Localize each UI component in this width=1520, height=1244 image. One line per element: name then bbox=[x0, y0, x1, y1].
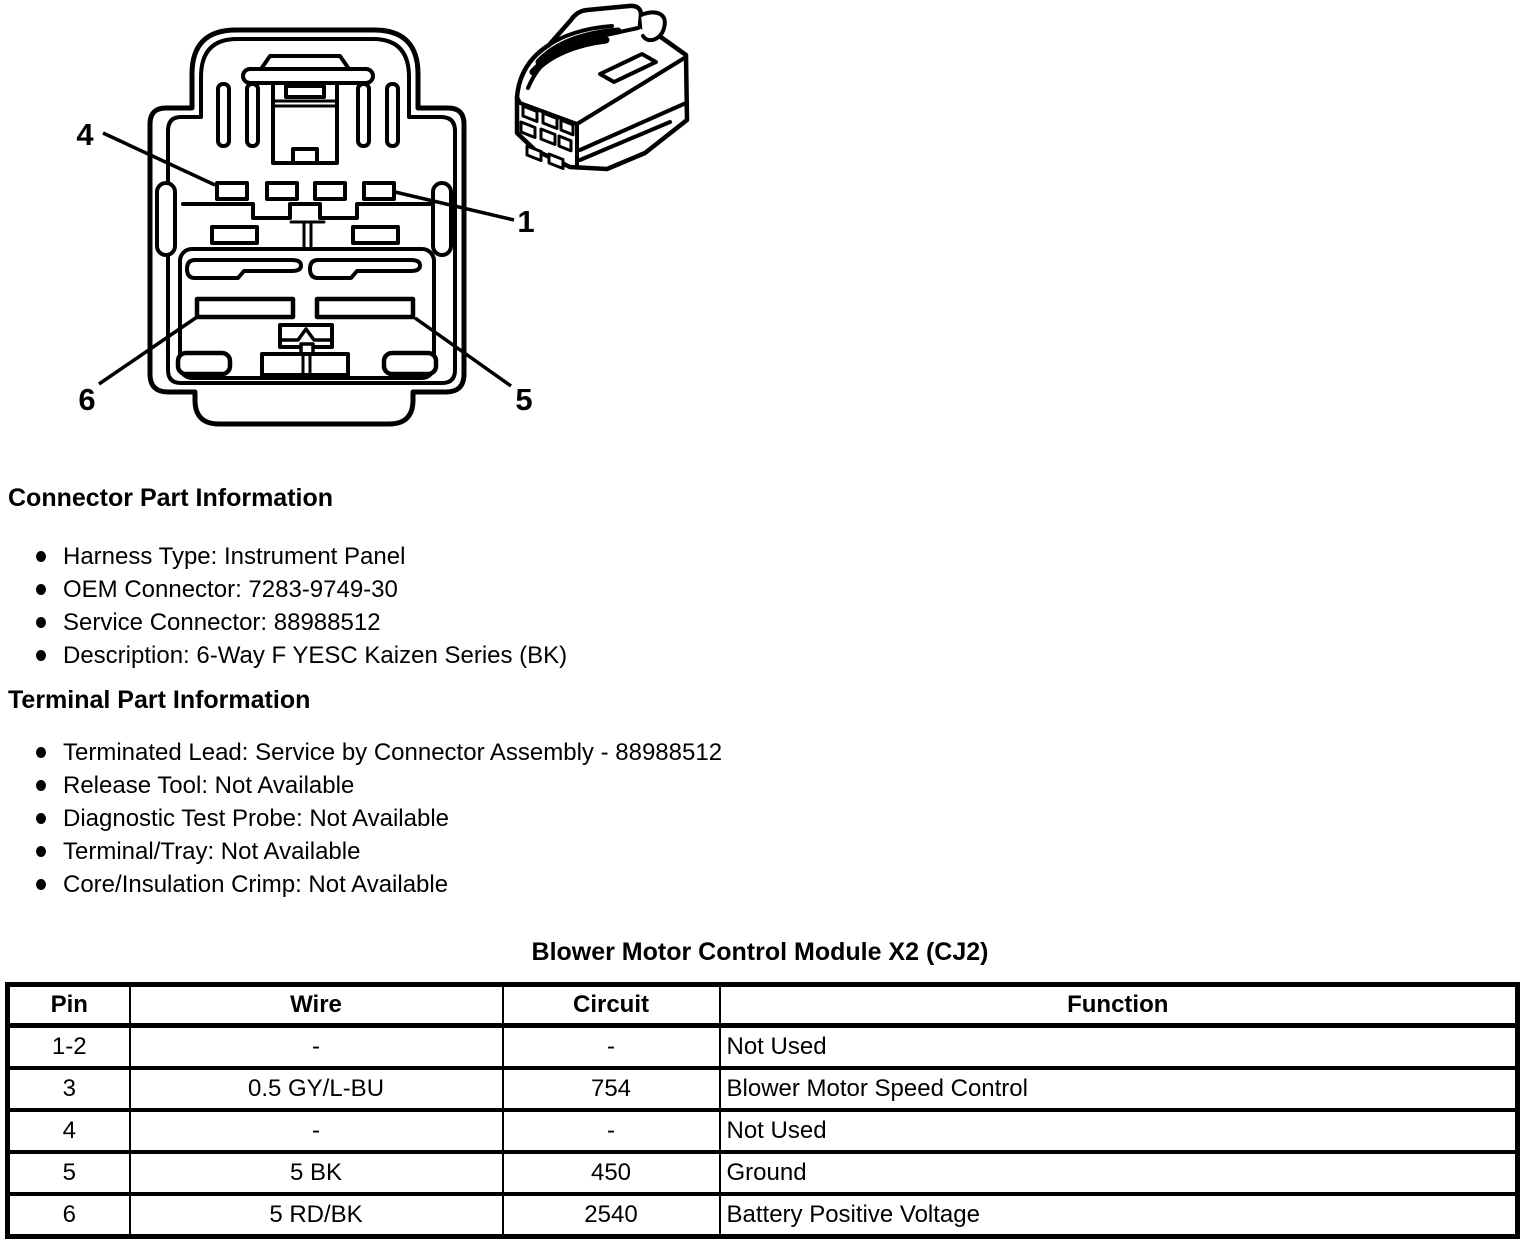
cell-circuit: 2540 bbox=[503, 1194, 720, 1237]
cell-wire: 0.5 GY/L-BU bbox=[130, 1068, 503, 1110]
list-item-text: Terminal/Tray: Not Available bbox=[63, 837, 361, 865]
cell-wire: - bbox=[130, 1110, 503, 1152]
callout-label-5: 5 bbox=[515, 382, 533, 417]
bullet-icon bbox=[36, 780, 46, 791]
callout-label-6: 6 bbox=[78, 382, 96, 417]
cell-wire: 5 BK bbox=[130, 1152, 503, 1194]
list-item-text: Diagnostic Test Probe: Not Available bbox=[63, 804, 450, 832]
cavity-tab bbox=[212, 227, 257, 243]
terminal-1-cavity bbox=[364, 183, 394, 199]
cell-wire: 5 RD/BK bbox=[130, 1194, 503, 1237]
list-item-text: Description: 6-Way F YESC Kaizen Series (BK) bbox=[63, 641, 568, 669]
cell-circuit: - bbox=[503, 1026, 720, 1069]
side-slot bbox=[433, 183, 451, 255]
column-header-pin: Pin bbox=[8, 985, 130, 1026]
list-item-text: Terminated Lead: Service by Connector Assembly - 88988512 bbox=[63, 738, 723, 766]
list-item-text: Service Connector: 88988512 bbox=[63, 608, 381, 636]
bullet-icon bbox=[36, 650, 46, 661]
table-row bbox=[8, 1026, 1518, 1069]
connector-face-view bbox=[150, 30, 464, 424]
column-header-wire: Wire bbox=[130, 985, 503, 1026]
list-item-text: Harness Type: Instrument Panel bbox=[63, 542, 406, 570]
list-item-text: Release Tool: Not Available bbox=[63, 771, 355, 799]
bullet-icon bbox=[36, 879, 46, 890]
terminal-5-cavity bbox=[317, 299, 413, 317]
cell-pin: 6 bbox=[8, 1194, 130, 1237]
terminal-part-information-list bbox=[36, 736, 722, 901]
list-item bbox=[36, 606, 567, 639]
terminal-6-cavity bbox=[197, 299, 293, 317]
pinout-table-title: Blower Motor Control Module X2 (CJ2) bbox=[531, 938, 989, 966]
bullet-icon bbox=[36, 617, 46, 628]
list-item-text: Core/Insulation Crimp: Not Available bbox=[63, 870, 449, 898]
bullet-icon bbox=[36, 747, 46, 758]
cell-circuit: 450 bbox=[503, 1152, 720, 1194]
table-row bbox=[8, 1152, 1518, 1194]
side-slot bbox=[157, 183, 175, 255]
table-row bbox=[8, 1194, 1518, 1237]
callout-label-1: 1 bbox=[517, 204, 535, 239]
corner-slot bbox=[178, 353, 230, 374]
table-header-row bbox=[8, 985, 1518, 1026]
list-item bbox=[36, 835, 722, 868]
list-item bbox=[36, 868, 722, 901]
column-header-function: Function bbox=[720, 985, 1518, 1026]
cell-function: Not Used bbox=[720, 1110, 1518, 1152]
cell-pin: 3 bbox=[8, 1068, 130, 1110]
list-item bbox=[36, 802, 722, 835]
list-item bbox=[36, 639, 567, 672]
column-header-circuit: Circuit bbox=[503, 985, 720, 1026]
bullet-icon bbox=[36, 584, 46, 595]
connector-part-information-heading: Connector Part Information bbox=[8, 484, 334, 512]
cell-circuit: 754 bbox=[503, 1068, 720, 1110]
connector-diagram bbox=[0, 0, 760, 460]
cavity-tab bbox=[353, 227, 398, 243]
list-item bbox=[36, 540, 567, 573]
list-item bbox=[36, 573, 567, 606]
callout-label-4: 4 bbox=[76, 117, 94, 152]
cell-function: Not Used bbox=[720, 1026, 1518, 1069]
cell-pin: 1-2 bbox=[8, 1026, 130, 1069]
key-base-block bbox=[262, 354, 348, 375]
terminal-4-cavity bbox=[217, 183, 247, 199]
terminal-part-information-heading: Terminal Part Information bbox=[8, 686, 311, 714]
list-item bbox=[36, 736, 722, 769]
connector-3d-view bbox=[517, 6, 687, 169]
list-item-text: OEM Connector: 7283-9749-30 bbox=[63, 575, 398, 603]
latch-bar bbox=[243, 69, 373, 83]
terminal-3-cavity bbox=[267, 183, 297, 199]
list-item bbox=[36, 769, 722, 802]
iso-hook-clip bbox=[641, 13, 665, 41]
cell-function: Blower Motor Speed Control bbox=[720, 1068, 1518, 1110]
cell-pin: 4 bbox=[8, 1110, 130, 1152]
pinout-table bbox=[5, 982, 1520, 1239]
cell-wire: - bbox=[130, 1026, 503, 1069]
table-row bbox=[8, 1068, 1518, 1110]
bullet-icon bbox=[36, 846, 46, 857]
table-row bbox=[8, 1110, 1518, 1152]
cell-function: Battery Positive Voltage bbox=[720, 1194, 1518, 1237]
cell-circuit: - bbox=[503, 1110, 720, 1152]
cell-function: Ground bbox=[720, 1152, 1518, 1194]
terminal-2-cavity bbox=[315, 183, 345, 199]
connector-part-information-list bbox=[36, 540, 567, 672]
corner-slot bbox=[384, 353, 436, 374]
bullet-icon bbox=[36, 551, 46, 562]
bullet-icon bbox=[36, 813, 46, 824]
cell-pin: 5 bbox=[8, 1152, 130, 1194]
